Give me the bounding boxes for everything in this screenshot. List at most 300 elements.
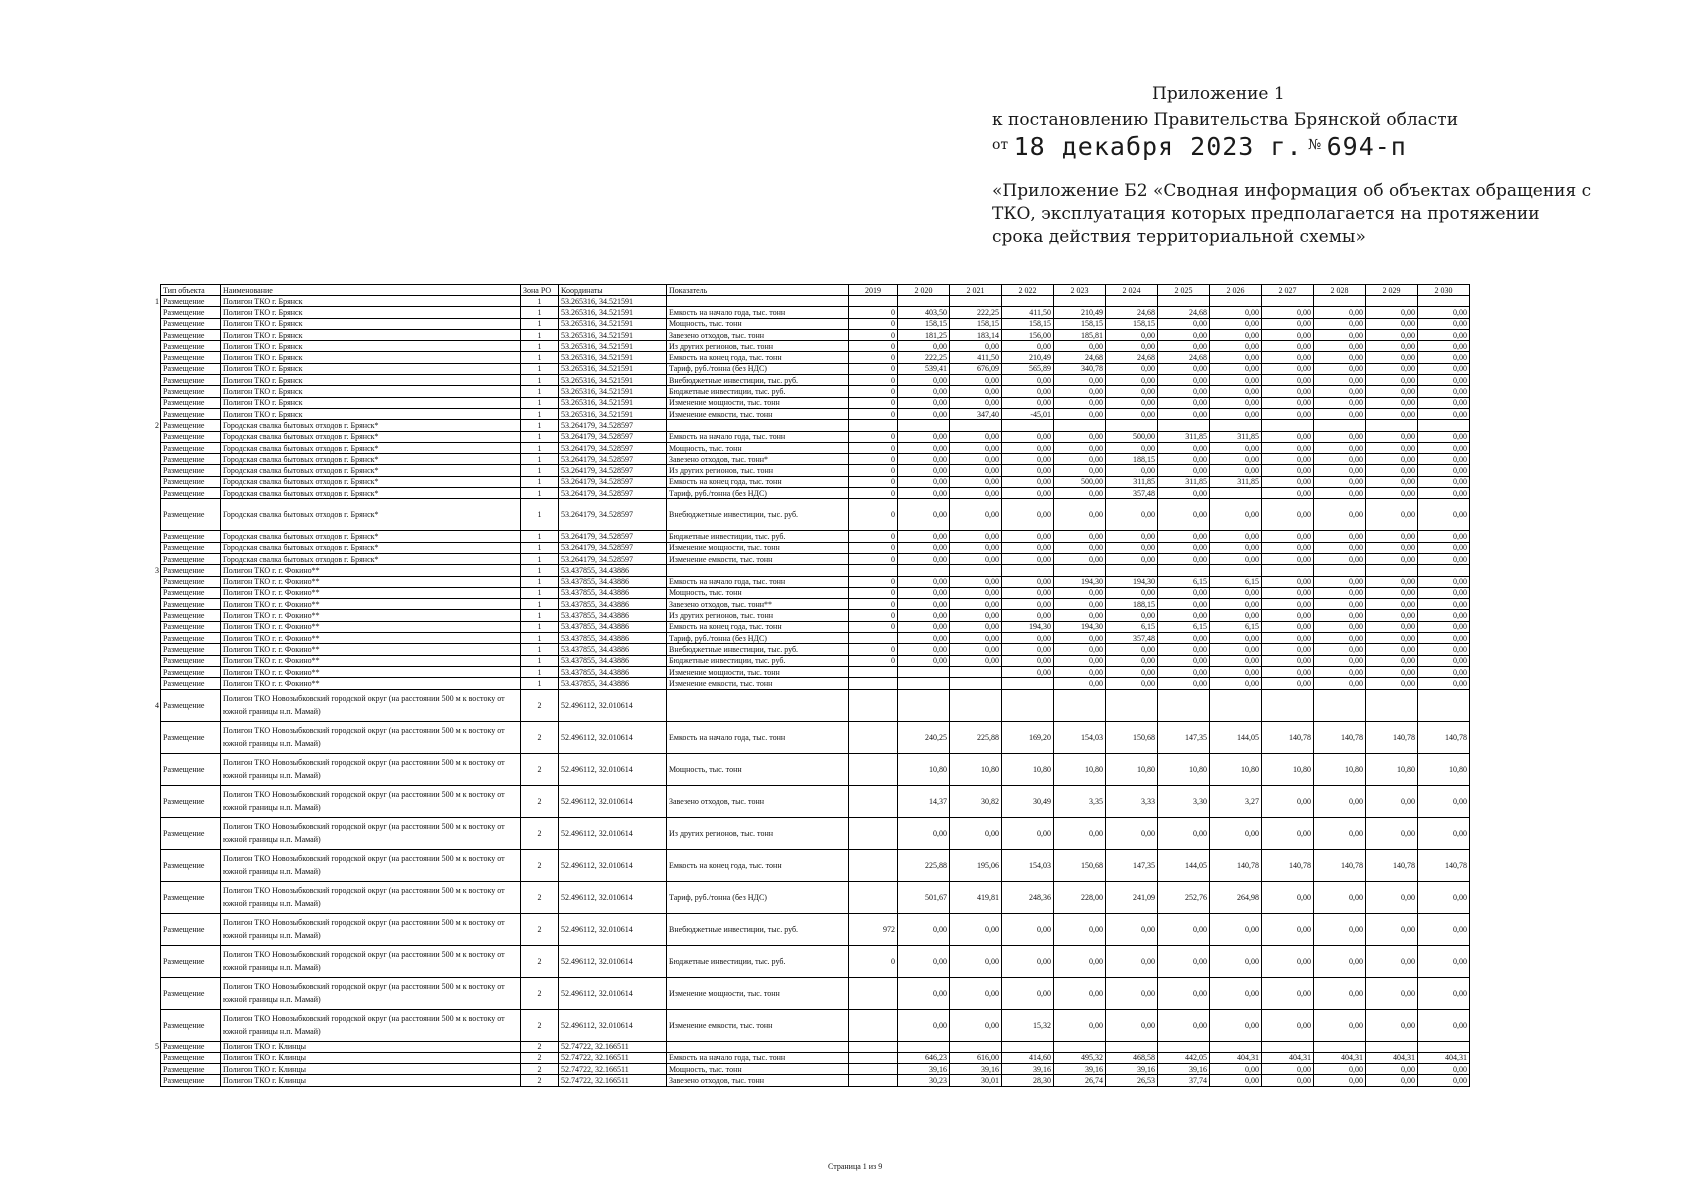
year-value-cell: 0,00: [950, 610, 1002, 621]
year-value-cell: 26,53: [1106, 1075, 1158, 1086]
zone-cell: 1: [521, 499, 559, 531]
year-value-cell: 0,00: [1158, 977, 1210, 1009]
year-value-cell: 0,00: [1002, 633, 1054, 644]
year-value-cell: 0,00: [950, 454, 1002, 465]
year-value-cell: 0,00: [1054, 817, 1106, 849]
year-value-cell: 0: [849, 465, 898, 476]
year-value-cell: [1314, 296, 1366, 307]
year-value-cell: 0,00: [898, 465, 950, 476]
year-value-cell: 0,00: [1210, 1009, 1262, 1041]
zone-cell: 1: [521, 375, 559, 386]
year-value-cell: 0,00: [898, 1009, 950, 1041]
table-row: [161, 689, 1470, 721]
year-value-cell: 210,49: [1002, 352, 1054, 363]
year-value-cell: 357,48: [1106, 633, 1158, 644]
year-value-cell: 0,00: [1210, 678, 1262, 689]
year-value-cell: 0,00: [1366, 678, 1418, 689]
object-type-text: Размещение: [163, 828, 205, 838]
year-value-cell: 0,00: [1158, 341, 1210, 352]
object-type-cell: [155, 1041, 221, 1052]
year-value-cell: 0,00: [1314, 542, 1366, 553]
year-value-cell: [1106, 689, 1158, 721]
column-header: 2 025: [1158, 285, 1210, 296]
zone-cell: 1: [521, 655, 559, 666]
row-number: 2: [155, 420, 159, 430]
year-value-cell: 0,00: [1262, 307, 1314, 318]
year-value-cell: [950, 420, 1002, 431]
zone-cell: 1: [521, 442, 559, 453]
year-value-cell: 0,00: [1366, 465, 1418, 476]
year-value-cell: 140,78: [1366, 849, 1418, 881]
zone-cell: 1: [521, 576, 559, 587]
object-type-text: Размещение: [163, 319, 205, 329]
year-value-cell: 340,78: [1054, 363, 1106, 374]
year-value-cell: 140,78: [1314, 849, 1366, 881]
indicator-cell: [667, 689, 849, 721]
object-name-cell: Полигон ТКО г. Брянск: [221, 363, 521, 374]
coordinates-cell: 53.265316, 34.521591: [559, 341, 667, 352]
year-value-cell: 6,15: [1158, 621, 1210, 632]
year-value-cell: 0,00: [1210, 655, 1262, 666]
year-value-cell: [849, 881, 898, 913]
year-value-cell: 0,00: [1418, 542, 1470, 553]
year-value-cell: 144,05: [1210, 721, 1262, 753]
year-value-cell: 0,00: [1366, 341, 1418, 352]
year-value-cell: 0,00: [1314, 945, 1366, 977]
year-value-cell: 183,14: [950, 329, 1002, 340]
object-type-text: Размещение: [163, 420, 205, 430]
year-value-cell: 0,00: [1314, 1009, 1366, 1041]
year-value-cell: 501,67: [898, 881, 950, 913]
year-value-cell: 0: [849, 329, 898, 340]
year-value-cell: 0,00: [1002, 587, 1054, 598]
year-value-cell: 0,00: [950, 431, 1002, 442]
object-type-text: Размещение: [163, 1042, 205, 1052]
row-number: 3: [155, 565, 159, 575]
zone-cell: 1: [521, 307, 559, 318]
year-value-cell: 0,00: [950, 442, 1002, 453]
object-name-cell: Городская свалка бытовых отходов г. Брянск*: [221, 488, 521, 499]
year-value-cell: 150,68: [1106, 721, 1158, 753]
object-type-cell: [161, 375, 221, 386]
year-value-cell: 0,00: [1210, 318, 1262, 329]
coordinates-cell: 53.264179, 34.528597: [559, 454, 667, 465]
year-value-cell: 158,15: [1002, 318, 1054, 329]
year-value-cell: 248,36: [1002, 881, 1054, 913]
year-value-cell: [1366, 296, 1418, 307]
table-row: [161, 1052, 1470, 1063]
year-value-cell: 0,00: [1418, 553, 1470, 564]
year-value-cell: 311,85: [1106, 476, 1158, 487]
year-value-cell: 0,00: [1418, 881, 1470, 913]
coordinates-cell: 53.437855, 34.43886: [559, 678, 667, 689]
object-type-cell: [161, 465, 221, 476]
object-name-cell: Полигон ТКО Новозыбковский городской округ (на расстоянии 500 м к востоку от южной границы н.п. Мамай): [221, 817, 521, 849]
object-type-text: Размещение: [163, 398, 205, 408]
resolution-date-line: [992, 132, 1407, 161]
year-value-cell: [849, 689, 898, 721]
year-value-cell: 0,00: [1210, 1064, 1262, 1075]
year-value-cell: 0,00: [1366, 499, 1418, 531]
year-value-cell: 0,00: [1054, 553, 1106, 564]
year-value-cell: 0,00: [1262, 977, 1314, 1009]
year-value-cell: 0,00: [1106, 644, 1158, 655]
object-type-cell: [155, 296, 221, 307]
year-value-cell: 0: [849, 363, 898, 374]
year-value-cell: 0,00: [1314, 488, 1366, 499]
object-type-text: Размещение: [163, 633, 205, 643]
year-value-cell: 24,68: [1054, 352, 1106, 363]
year-value-cell: 539,41: [898, 363, 950, 374]
object-type-cell: [161, 1075, 221, 1086]
object-name-cell: Полигон ТКО г. г. Фокино**: [221, 587, 521, 598]
year-value-cell: 404,31: [1262, 1052, 1314, 1063]
year-value-cell: [950, 689, 1002, 721]
table-row: [161, 655, 1470, 666]
year-value-cell: 210,49: [1054, 307, 1106, 318]
table-row: [161, 576, 1470, 587]
year-value-cell: 0,00: [1314, 587, 1366, 598]
year-value-cell: 10,80: [950, 753, 1002, 785]
year-value-cell: 0,00: [1106, 363, 1158, 374]
year-value-cell: 0,00: [1366, 913, 1418, 945]
object-type-text: Размещение: [163, 353, 205, 363]
year-value-cell: [1210, 296, 1262, 307]
object-type-text: Размещение: [163, 432, 205, 442]
object-name-cell: Полигон ТКО Новозыбковский городской округ (на расстоянии 500 м к востоку от южной границы н.п. Мамай): [221, 785, 521, 817]
year-value-cell: 0,00: [1262, 633, 1314, 644]
year-value-cell: 0,00: [1314, 817, 1366, 849]
year-value-cell: 0,00: [1418, 454, 1470, 465]
coordinates-cell: 53.265316, 34.521591: [559, 375, 667, 386]
object-name-cell: Полигон ТКО г. г. Фокино**: [221, 666, 521, 677]
year-value-cell: 6,15: [1106, 621, 1158, 632]
object-type-cell: [161, 610, 221, 621]
year-value-cell: 0,00: [1210, 553, 1262, 564]
table-row: [161, 881, 1470, 913]
year-value-cell: 194,30: [1106, 576, 1158, 587]
object-type-text: Размещение: [163, 531, 205, 541]
year-value-cell: 0,00: [950, 913, 1002, 945]
year-value-cell: 10,80: [1418, 753, 1470, 785]
table-row: [161, 397, 1470, 408]
year-value-cell: 0,00: [1002, 644, 1054, 655]
zone-cell: 1: [521, 408, 559, 419]
year-value-cell: 0,00: [1158, 666, 1210, 677]
coordinates-cell: 53.264179, 34.528597: [559, 476, 667, 487]
year-value-cell: 0,00: [898, 610, 950, 621]
coordinates-cell: 52.496112, 32.010614: [559, 849, 667, 881]
column-header: Зона РО: [521, 285, 559, 296]
zone-cell: 1: [521, 397, 559, 408]
zone-cell: 2: [521, 721, 559, 753]
year-value-cell: 10,80: [1210, 753, 1262, 785]
object-type-cell: [161, 576, 221, 587]
object-type-text: Размещение: [163, 409, 205, 419]
indicator-cell: Мощность, тыс. тонн: [667, 318, 849, 329]
year-value-cell: 169,20: [1002, 721, 1054, 753]
object-type-text: Размещение: [163, 364, 205, 374]
year-value-cell: 0,00: [1262, 1064, 1314, 1075]
year-value-cell: 0,00: [1262, 408, 1314, 419]
year-value-cell: 0,00: [1262, 678, 1314, 689]
year-value-cell: 0,00: [1002, 476, 1054, 487]
year-value-cell: 0: [849, 431, 898, 442]
year-value-cell: 0,00: [950, 476, 1002, 487]
table-row: [161, 296, 1470, 307]
indicator-cell: Внебюджетные инвестиции, тыс. руб.: [667, 644, 849, 655]
year-value-cell: 0,00: [1262, 318, 1314, 329]
year-value-cell: 0,00: [1366, 945, 1418, 977]
table-row: [161, 408, 1470, 419]
year-value-cell: 0: [849, 476, 898, 487]
year-value-cell: 0,00: [1158, 644, 1210, 655]
year-value-cell: 0,00: [1158, 375, 1210, 386]
year-value-cell: 0,00: [1002, 488, 1054, 499]
table-row: [161, 785, 1470, 817]
year-value-cell: 0: [849, 587, 898, 598]
year-value-cell: 0,00: [1262, 621, 1314, 632]
zone-cell: 1: [521, 318, 559, 329]
zone-cell: 1: [521, 610, 559, 621]
coordinates-cell: 53.264179, 34.528597: [559, 420, 667, 431]
year-value-cell: 0,00: [1418, 977, 1470, 1009]
year-value-cell: 0,00: [898, 599, 950, 610]
indicator-cell: Мощность, тыс. тонн: [667, 1064, 849, 1075]
year-value-cell: 0,00: [1366, 363, 1418, 374]
year-value-cell: 0,00: [1210, 408, 1262, 419]
year-value-cell: [898, 296, 950, 307]
year-value-cell: 0,00: [1418, 587, 1470, 598]
year-value-cell: [1158, 689, 1210, 721]
year-value-cell: 0,00: [1314, 465, 1366, 476]
year-value-cell: 0,00: [1002, 977, 1054, 1009]
year-value-cell: 0,00: [950, 499, 1002, 531]
year-value-cell: 0,00: [1418, 442, 1470, 453]
object-type-text: Размещение: [163, 1076, 205, 1086]
year-value-cell: [950, 565, 1002, 576]
year-value-cell: 0,00: [1418, 644, 1470, 655]
coordinates-cell: 53.437855, 34.43886: [559, 565, 667, 576]
year-value-cell: 0,00: [1418, 431, 1470, 442]
zone-cell: 1: [521, 599, 559, 610]
year-value-cell: 0,00: [1002, 397, 1054, 408]
year-value-cell: 0,00: [1210, 599, 1262, 610]
object-type-cell: [161, 363, 221, 374]
year-value-cell: 0,00: [1210, 386, 1262, 397]
coordinates-cell: 53.264179, 34.528597: [559, 465, 667, 476]
object-name-cell: Городская свалка бытовых отходов г. Брянск*: [221, 499, 521, 531]
year-value-cell: 0,00: [1054, 386, 1106, 397]
year-value-cell: 0,00: [1002, 531, 1054, 542]
coordinates-cell: 53.264179, 34.528597: [559, 553, 667, 564]
year-value-cell: 0,00: [1106, 329, 1158, 340]
year-value-cell: 0,00: [1054, 678, 1106, 689]
coordinates-cell: 52.496112, 32.010614: [559, 945, 667, 977]
object-type-cell: [161, 721, 221, 753]
year-value-cell: 0,00: [1158, 408, 1210, 419]
object-type-cell: [161, 1064, 221, 1075]
object-name-cell: Полигон ТКО г. г. Фокино**: [221, 633, 521, 644]
column-header: 2 026: [1210, 285, 1262, 296]
zone-cell: 2: [521, 753, 559, 785]
coordinates-cell: 52.496112, 32.010614: [559, 977, 667, 1009]
year-value-cell: 0,00: [1418, 1009, 1470, 1041]
object-type-cell: [161, 599, 221, 610]
table-row: [161, 476, 1470, 487]
year-value-cell: 0,00: [1002, 375, 1054, 386]
year-value-cell: 0,00: [1314, 397, 1366, 408]
row-number: 4: [155, 700, 159, 710]
indicator-cell: Изменение емкости, тыс. тонн: [667, 1009, 849, 1041]
year-value-cell: 0,00: [1314, 913, 1366, 945]
coordinates-cell: 53.437855, 34.43886: [559, 621, 667, 632]
year-value-cell: 0,00: [1002, 599, 1054, 610]
year-value-cell: 0,00: [1158, 363, 1210, 374]
table-row: [161, 341, 1470, 352]
year-value-cell: 0,00: [1054, 542, 1106, 553]
year-value-cell: 0,00: [950, 977, 1002, 1009]
object-name-cell: Полигон ТКО г. Брянск: [221, 386, 521, 397]
column-header: 2 020: [898, 285, 950, 296]
year-value-cell: 403,50: [898, 307, 950, 318]
zone-cell: 1: [521, 488, 559, 499]
year-value-cell: 225,88: [950, 721, 1002, 753]
zone-cell: 2: [521, 817, 559, 849]
year-value-cell: 6,15: [1210, 621, 1262, 632]
year-value-cell: 181,25: [898, 329, 950, 340]
year-value-cell: 0,00: [1158, 386, 1210, 397]
year-value-cell: 0,00: [950, 817, 1002, 849]
year-value-cell: [849, 785, 898, 817]
table-row: [161, 817, 1470, 849]
indicator-cell: Емкость на начало года, тыс. тонн: [667, 721, 849, 753]
year-value-cell: 0: [849, 442, 898, 453]
year-value-cell: 411,50: [1002, 307, 1054, 318]
zone-cell: 1: [521, 621, 559, 632]
year-value-cell: 158,15: [1054, 318, 1106, 329]
year-value-cell: 0,00: [1314, 499, 1366, 531]
year-value-cell: 241,09: [1106, 881, 1158, 913]
year-value-cell: 0,00: [1210, 329, 1262, 340]
year-value-cell: 0,00: [1262, 599, 1314, 610]
year-value-cell: 0: [849, 307, 898, 318]
year-value-cell: 0,00: [1366, 977, 1418, 1009]
zone-cell: 1: [521, 553, 559, 564]
year-value-cell: 0,00: [950, 465, 1002, 476]
column-header: 2 022: [1002, 285, 1054, 296]
coordinates-cell: 52.74722, 32.166511: [559, 1064, 667, 1075]
year-value-cell: 39,16: [1106, 1064, 1158, 1075]
object-type-text: Размещение: [163, 387, 205, 397]
year-value-cell: [849, 420, 898, 431]
object-type-text: Размещение: [163, 656, 205, 666]
year-value-cell: 0,00: [1002, 341, 1054, 352]
year-value-cell: 0,00: [1262, 375, 1314, 386]
object-type-cell: [161, 352, 221, 363]
year-value-cell: 0,00: [1262, 499, 1314, 531]
year-value-cell: 158,15: [898, 318, 950, 329]
year-value-cell: 0,00: [1314, 531, 1366, 542]
object-type-text: Размещение: [163, 611, 205, 621]
year-value-cell: 0,00: [1158, 1009, 1210, 1041]
year-value-cell: 0,00: [1366, 576, 1418, 587]
year-value-cell: 0,00: [1158, 542, 1210, 553]
year-value-cell: 0,00: [1418, 531, 1470, 542]
object-name-cell: Городская свалка бытовых отходов г. Брянск*: [221, 542, 521, 553]
year-value-cell: 0: [849, 386, 898, 397]
indicator-cell: Из других регионов, тыс. тонн: [667, 465, 849, 476]
zone-cell: 2: [521, 1041, 559, 1052]
indicator-cell: Емкость на конец года, тыс. тонн: [667, 849, 849, 881]
indicator-cell: Внебюджетные инвестиции, тыс. руб.: [667, 499, 849, 531]
year-value-cell: 0,00: [1210, 633, 1262, 644]
year-value-cell: 0,00: [1314, 633, 1366, 644]
indicator-cell: Емкость на начало года, тыс. тонн: [667, 307, 849, 318]
year-value-cell: 0,00: [1210, 465, 1262, 476]
indicator-cell: Бюджетные инвестиции, тыс. руб.: [667, 386, 849, 397]
table-row: [161, 610, 1470, 621]
year-value-cell: 0,00: [1054, 442, 1106, 453]
object-type-cell: [161, 431, 221, 442]
year-value-cell: 0,00: [1158, 945, 1210, 977]
year-value-cell: 0,00: [1210, 375, 1262, 386]
year-value-cell: 0,00: [898, 488, 950, 499]
year-value-cell: [1002, 1041, 1054, 1052]
year-value-cell: 0,00: [1158, 587, 1210, 598]
year-value-cell: 0: [849, 599, 898, 610]
year-value-cell: 0: [849, 318, 898, 329]
coordinates-cell: 52.496112, 32.010614: [559, 1009, 667, 1041]
coordinates-cell: 53.265316, 34.521591: [559, 296, 667, 307]
year-value-cell: 0,00: [1002, 913, 1054, 945]
coordinates-cell: 52.74722, 32.166511: [559, 1052, 667, 1063]
year-value-cell: 0,00: [1314, 476, 1366, 487]
year-value-cell: 0,00: [1366, 1009, 1418, 1041]
year-value-cell: 0,00: [898, 553, 950, 564]
object-name-cell: Полигон ТКО Новозыбковский городской округ (на расстоянии 500 м к востоку от южной границы н.п. Мамай): [221, 913, 521, 945]
object-type-cell: [161, 542, 221, 553]
year-value-cell: 404,31: [1366, 1052, 1418, 1063]
table-row: [161, 753, 1470, 785]
year-value-cell: 311,85: [1210, 476, 1262, 487]
year-value-cell: 0,00: [1158, 488, 1210, 499]
zone-cell: 1: [521, 678, 559, 689]
year-value-cell: 0,00: [1054, 599, 1106, 610]
year-value-cell: 0,00: [1210, 610, 1262, 621]
year-value-cell: 0,00: [898, 499, 950, 531]
object-name-cell: Городская свалка бытовых отходов г. Брянск*: [221, 420, 521, 431]
year-value-cell: 411,50: [950, 352, 1002, 363]
object-name-cell: Полигон ТКО Новозыбковский городской округ (на расстоянии 500 м к востоку от южной границы н.п. Мамай): [221, 881, 521, 913]
year-value-cell: -45,01: [1002, 408, 1054, 419]
year-value-cell: 0,00: [1314, 442, 1366, 453]
indicator-cell: Изменение мощности, тыс. тонн: [667, 666, 849, 677]
year-value-cell: 0,00: [1158, 397, 1210, 408]
year-value-cell: 0,00: [898, 341, 950, 352]
year-value-cell: 0,00: [1418, 341, 1470, 352]
year-value-cell: 194,30: [1054, 621, 1106, 632]
table-row: [161, 542, 1470, 553]
year-value-cell: 0,00: [1366, 553, 1418, 564]
year-value-cell: 140,78: [1262, 721, 1314, 753]
year-value-cell: [849, 849, 898, 881]
coordinates-cell: 53.265316, 34.521591: [559, 408, 667, 419]
indicator-cell: Бюджетные инвестиции, тыс. руб.: [667, 655, 849, 666]
year-value-cell: 0,00: [1366, 644, 1418, 655]
year-value-cell: 0,00: [898, 655, 950, 666]
indicator-cell: Завезено отходов, тыс. тонн: [667, 1075, 849, 1086]
